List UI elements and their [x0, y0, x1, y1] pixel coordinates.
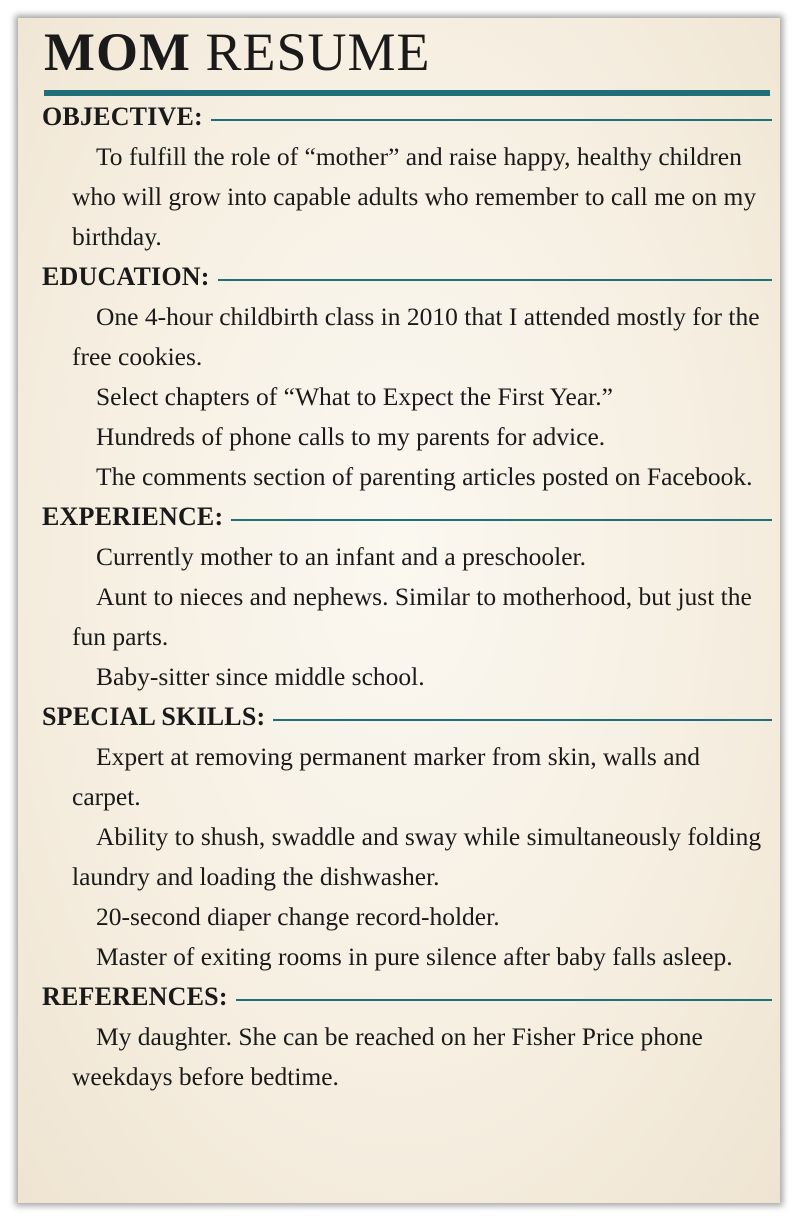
page-title [44, 20, 431, 84]
paragraph: The comments section of parenting articles posted on Facebook. [96, 462, 753, 491]
resume-content [42, 97, 772, 1097]
section-divider [231, 519, 772, 521]
section-header [42, 497, 772, 537]
paragraph: 20-second diaper change record-holder. [96, 902, 500, 931]
section-experience [42, 497, 772, 697]
paragraph: Master of exiting rooms in pure silence after baby falls asleep. [96, 942, 733, 971]
section-education [42, 257, 772, 497]
section-heading: EXPERIENCE: [42, 502, 224, 531]
section-references [42, 977, 772, 1097]
section-header [42, 977, 772, 1017]
section-heading: OBJECTIVE: [42, 102, 203, 131]
paragraph: Baby-sitter since middle school. [96, 662, 425, 691]
paragraph: Expert at removing permanent marker from skin, walls and carpet. [72, 742, 701, 811]
paragraph: Aunt to nieces and nephews. Similar to motherhood, but just the fun parts. [72, 582, 752, 651]
title-rest: RESUME [190, 22, 431, 82]
section-heading: REFERENCES: [42, 982, 228, 1011]
paragraph: Select chapters of “What to Expect the First Year.” [96, 382, 613, 411]
section-heading: EDUCATION: [42, 262, 210, 291]
paragraph: One 4-hour childbirth class in 2010 that I attended mostly for the free cookies. [72, 302, 760, 371]
paragraph: Ability to shush, swaddle and sway while simultaneously folding laundry and loading the dishwasher. [72, 822, 762, 891]
title-bold-word: MOM [44, 22, 191, 82]
section-heading: SPECIAL SKILLS: [42, 702, 266, 731]
paragraph: Hundreds of phone calls to my parents for advice. [96, 422, 606, 451]
section-header [42, 697, 772, 737]
section-divider [218, 279, 772, 281]
section-header [42, 97, 772, 137]
section-divider [236, 999, 772, 1001]
section-divider [211, 119, 772, 121]
section-objective [42, 97, 772, 257]
resume-card [18, 18, 780, 1203]
paragraph: My daughter. She can be reached on her Fisher Price phone weekdays before bedtime. [72, 1022, 703, 1091]
section-divider [273, 719, 772, 721]
paragraph: To fulfill the role of “mother” and raise happy, healthy children who will grow into capable adults who remember to call me on my birthday. [72, 142, 757, 251]
paragraph: Currently mother to an infant and a preschooler. [96, 542, 587, 571]
section-header [42, 257, 772, 297]
title-divider [44, 90, 770, 96]
section-special-skills [42, 697, 772, 977]
